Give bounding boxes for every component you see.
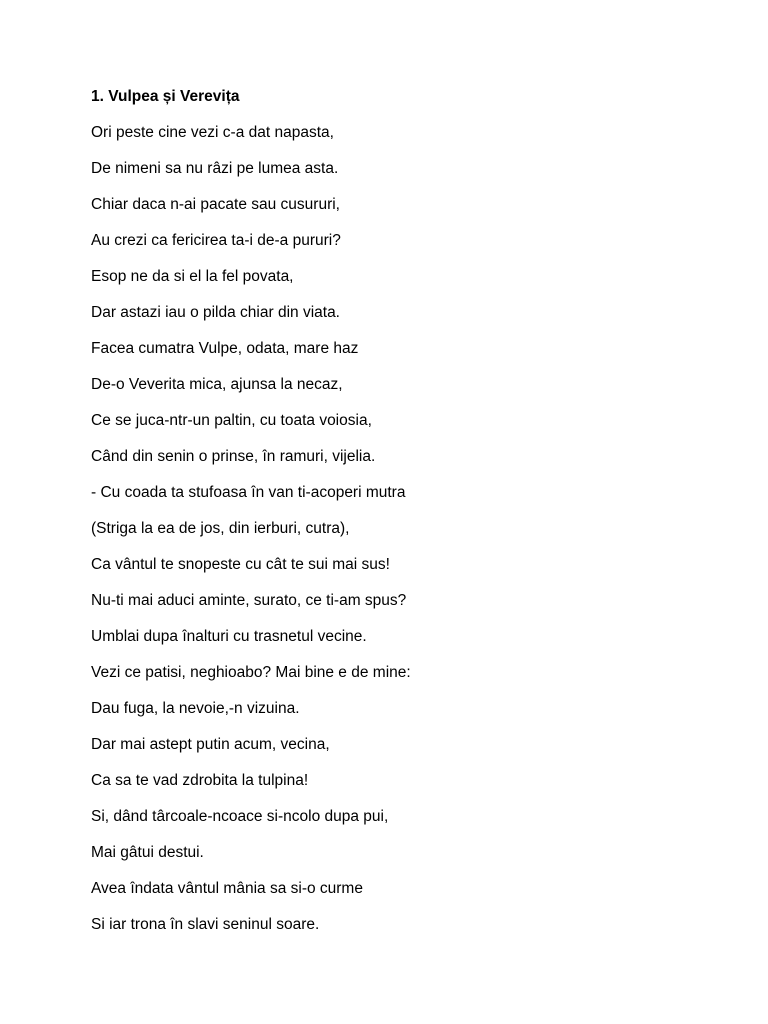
poem-line: Când din senin o prinse, în ramuri, vijelia. (91, 448, 376, 465)
poem-line: Au crezi ca fericirea ta-i de-a pururi? (91, 232, 341, 249)
poem-line: Facea cumatra Vulpe, odata, mare haz (91, 340, 359, 357)
poem-line: Dau fuga, la nevoie,-n vizuina. (91, 700, 300, 717)
poem-line: De-o Veverita mica, ajunsa la necaz, (91, 376, 343, 393)
poem-line: Nu-ti mai aduci aminte, surato, ce ti-am spus? (91, 592, 407, 609)
poem-line: Chiar daca n-ai pacate sau cusururi, (91, 196, 340, 213)
poem-line: Ca sa te vad zdrobita la tulpina! (91, 772, 309, 789)
poem-line: Si, dând târcoale-ncoace si-ncolo dupa pui, (91, 808, 389, 825)
poem-line: Ce se juca-ntr-un paltin, cu toata voiosia, (91, 412, 372, 429)
poem-line: Dar astazi iau o pilda chiar din viata. (91, 304, 340, 321)
poem-line: Ori peste cine vezi c-a dat napasta, (91, 124, 334, 141)
poem-line: Dar mai astept putin acum, vecina, (91, 736, 330, 753)
poem-line: Mai gâtui destui. (91, 844, 204, 861)
document-body (91, 85, 711, 949)
poem-line: Umblai dupa înalturi cu trasnetul vecine. (91, 628, 367, 645)
poem-line: - Cu coada ta stufoasa în van ti-acoperi mutra (91, 484, 406, 501)
poem-line: Esop ne da si el la fel povata, (91, 268, 294, 285)
poem-line: Ca vântul te snopeste cu cât te sui mai sus! (91, 556, 390, 573)
poem-lines (91, 121, 711, 937)
poem-line: De nimeni sa nu râzi pe lumea asta. (91, 160, 339, 177)
poem-line: Vezi ce patisi, neghioabo? Mai bine e de mine: (91, 664, 411, 681)
poem-title: 1. Vulpea și Verevița (91, 88, 240, 105)
poem-line: Si iar trona în slavi seninul soare. (91, 916, 320, 933)
poem-line: (Striga la ea de jos, din ierburi, cutra), (91, 520, 350, 537)
poem-line: Avea îndata vântul mânia sa si-o curme (91, 880, 363, 897)
